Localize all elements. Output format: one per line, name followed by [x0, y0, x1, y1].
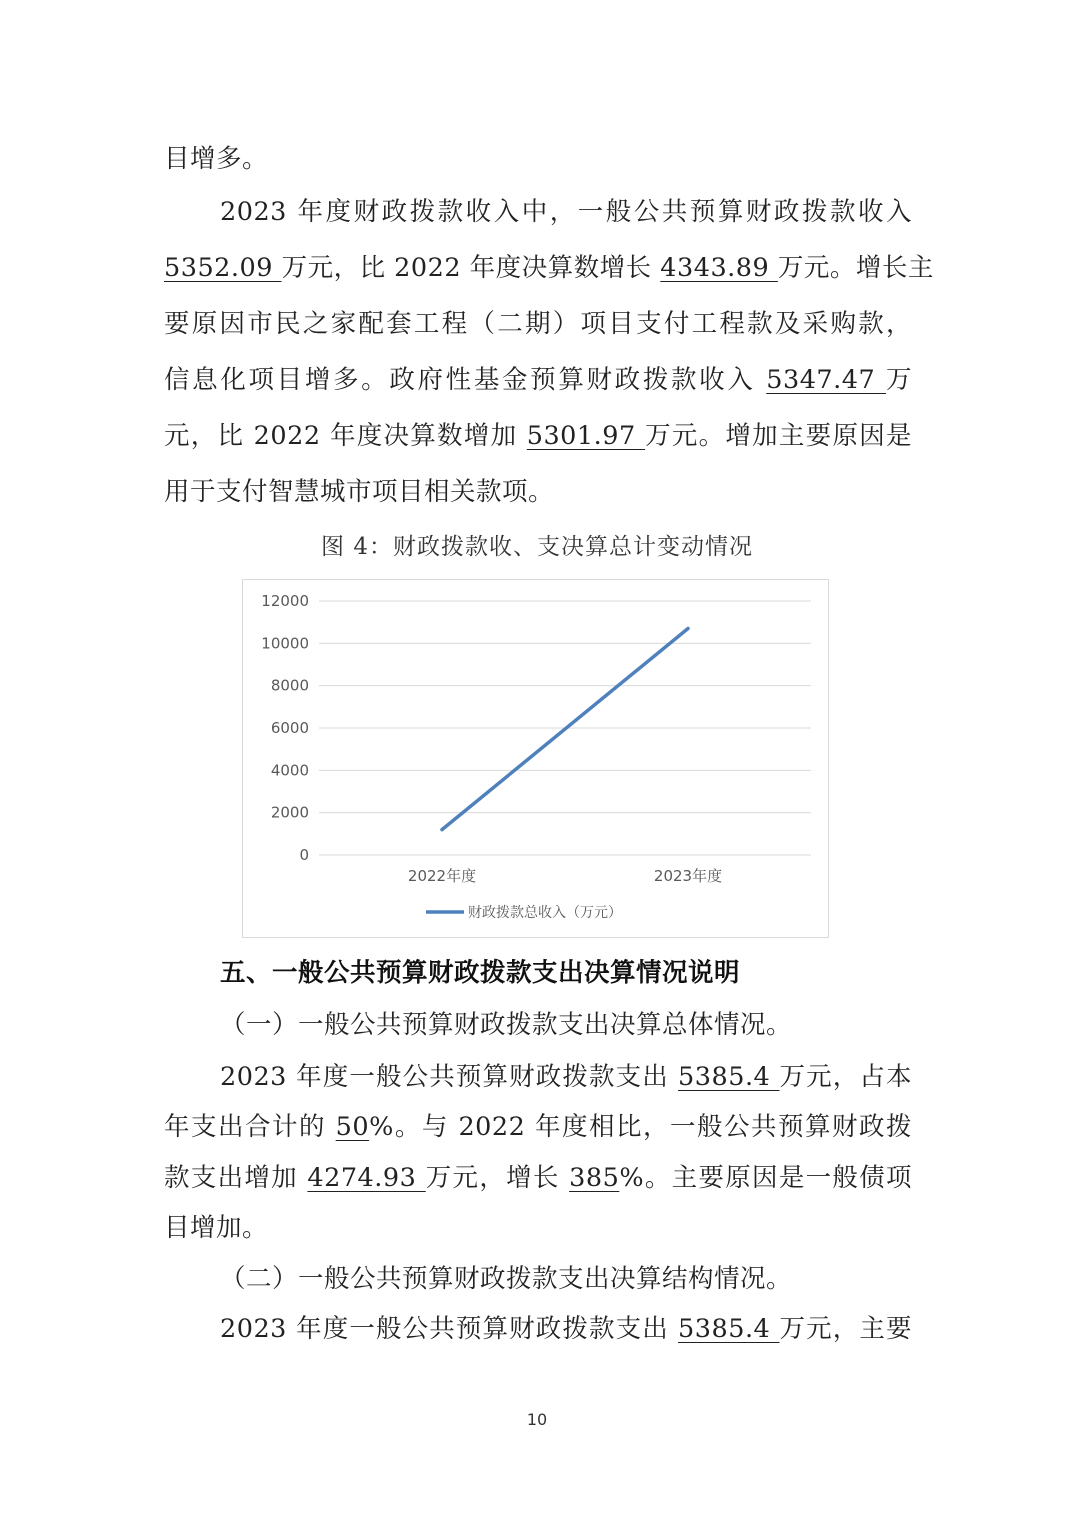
text: 万元，增长 [425, 1163, 570, 1193]
income-paragraph-line-2 [164, 250, 934, 286]
text: 万元，主要 [779, 1314, 912, 1344]
y-tick-label: 8000 [270, 676, 309, 695]
text: 2023 年度财政拨款收入中，一般公共预算财政拨款收入 [220, 197, 912, 227]
amount-general-budget-expenditure-2: 5385.4 [678, 1314, 780, 1344]
text: 目增加。 [164, 1213, 269, 1243]
y-tick-label: 4000 [270, 761, 309, 780]
subsection-1-line-2 [164, 1109, 912, 1145]
text: 年支出合计的 [164, 1112, 336, 1142]
amount-fund-budget-increase: 5301.97 [526, 421, 646, 451]
text: 目增多。 [164, 144, 269, 174]
series-line [442, 629, 688, 830]
text: 要原因市民之家配套工程（二期）项目支付工程款及采购款， [164, 309, 912, 339]
chart-svg [243, 580, 830, 939]
expenditure-growth-percent: 385 [569, 1163, 620, 1193]
text: 元，比 2022 年度决算数增加 [164, 421, 527, 451]
y-tick-label: 10000 [261, 634, 309, 653]
legend-label: 财政拨款总收入（万元） [468, 905, 622, 921]
text: 万元。增加主要原因是 [645, 421, 912, 451]
y-tick-label: 12000 [261, 592, 309, 610]
data-point [687, 627, 690, 630]
text: 万 [886, 365, 913, 395]
income-paragraph-line-6 [164, 474, 912, 510]
text: 万元。增长主 [777, 253, 934, 283]
amount-general-budget-income: 5352.09 [164, 253, 282, 283]
text: 2023 年度一般公共预算财政拨款支出 [220, 1062, 679, 1092]
subsection-1-line-4 [164, 1210, 912, 1246]
expenditure-share-percent: 50 [335, 1112, 370, 1142]
y-tick-label: 2000 [270, 803, 309, 822]
text: 万元，比 2022 年度决算数增长 [281, 253, 661, 283]
income-paragraph-line-3 [164, 306, 912, 342]
x-tick-label: 2022年度 [407, 867, 477, 885]
y-tick-label: 0 [299, 846, 309, 864]
amount-fund-budget-income: 5347.47 [766, 365, 886, 395]
amount-general-budget-expenditure: 5385.4 [678, 1062, 780, 1092]
text: 用于支付智慧城市项目相关款项。 [164, 477, 555, 507]
income-paragraph-line-4 [164, 362, 912, 398]
text: 万元，占本 [779, 1062, 912, 1092]
text: 信息化项目增多。政府性基金预算财政拨款收入 [164, 365, 767, 395]
y-tick-label: 6000 [270, 719, 309, 737]
expenditure-increase-amount: 4274.93 [307, 1163, 426, 1193]
section-5-heading: 五、一般公共预算财政拨款支出决算情况说明 [220, 958, 741, 988]
income-paragraph-line-1 [220, 194, 912, 230]
data-point [441, 828, 444, 831]
subsection-1-line-1 [220, 1059, 912, 1095]
amount-general-budget-increase: 4343.89 [660, 253, 778, 283]
x-tick-label: 2023年度 [653, 867, 723, 885]
subsection-1-line-3 [164, 1160, 912, 1196]
text: %。与 2022 年度相比，一般公共预算财政拨 [369, 1112, 912, 1142]
paragraph-intro-line [164, 141, 912, 177]
text: 2023 年度一般公共预算财政拨款支出 [220, 1314, 679, 1344]
line-chart [242, 579, 829, 938]
subsection-2-heading: （二）一般公共预算财政拨款支出决算结构情况。 [220, 1264, 793, 1294]
subsection-1-heading: （一）一般公共预算财政拨款支出决算总体情况。 [220, 1010, 793, 1040]
text: 款支出增加 [164, 1163, 308, 1193]
figure-caption: 图 4：财政拨款收、支决算总计变动情况 [321, 534, 753, 560]
subsection-2-line-1 [220, 1311, 912, 1347]
page-number: 10 [526, 1410, 548, 1429]
income-paragraph-line-5 [164, 418, 912, 454]
text: %。主要原因是一般债项 [619, 1163, 913, 1193]
